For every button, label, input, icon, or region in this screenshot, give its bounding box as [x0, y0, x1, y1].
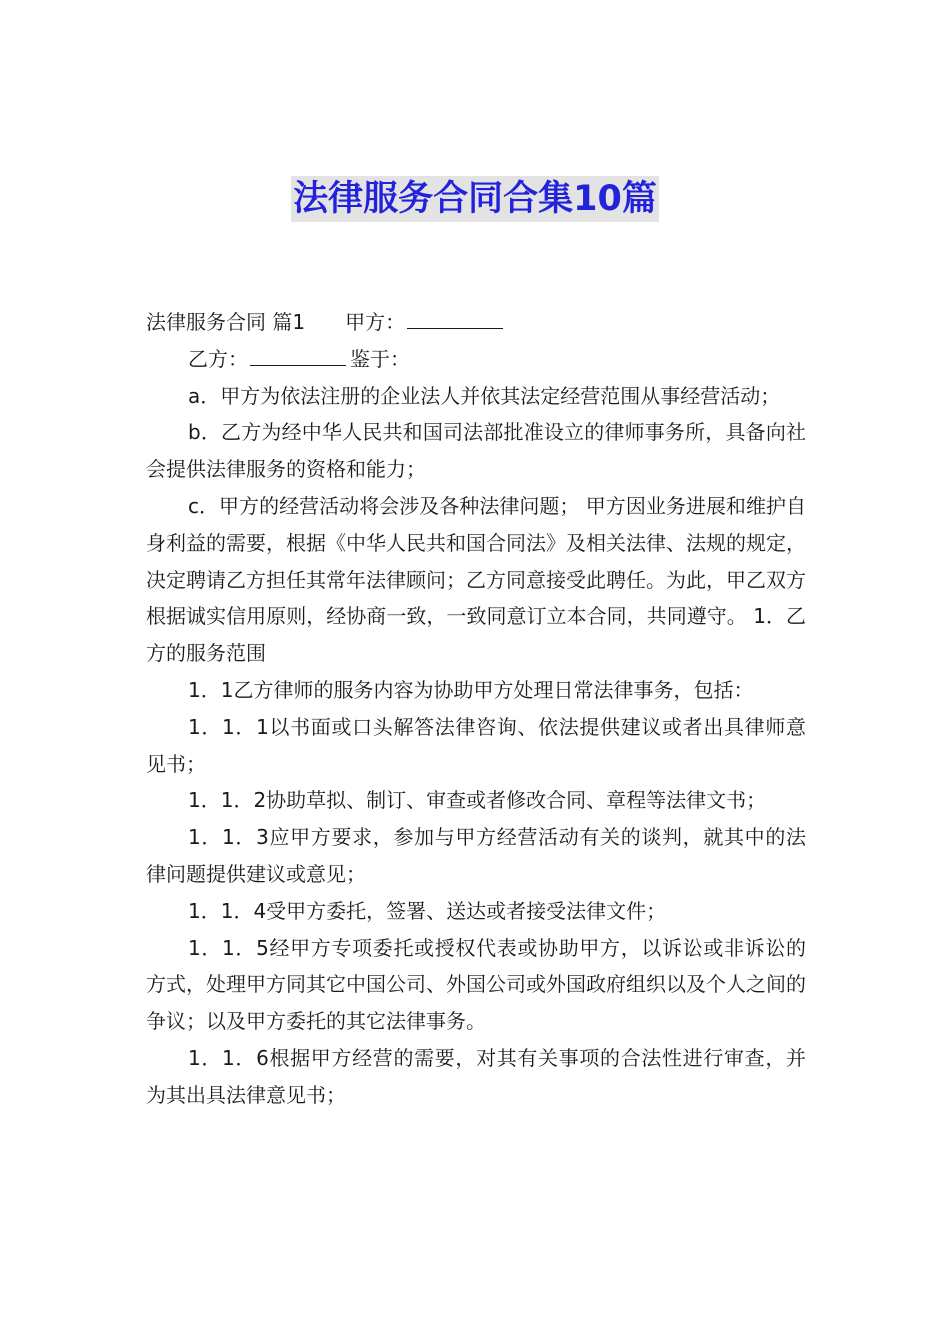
paragraph-heading-line [146, 304, 806, 341]
party-b-label: 乙方： [188, 346, 248, 371]
clause-1-1-2: 1．1．2协助草拟、制订、审查或者修改合同、章程等法律文书； [188, 788, 767, 813]
clause-1-1-5: 1．1．5经甲方专项委托或授权代表或协助甲方，以诉讼或非诉讼的方式，处理甲方同其它中国公司、外国公司或外国政府组织以及个人之间的争议；以及甲方委托的其它法律事务。 [146, 935, 806, 1034]
whereas-label: 鉴于： [350, 346, 410, 371]
party-b-blank-line [250, 347, 346, 366]
clause-1-1: 1．1乙方律师的服务内容为协助甲方处理日常法律事务，包括： [188, 677, 754, 702]
paragraph-b: b．乙方为经中华人民共和国司法部批准设立的律师事务所，具备向社会提供法律服务的资格和能力； [146, 420, 806, 482]
paragraph-a: a．甲方为依法注册的企业法人并依其法定经营范围从事经营活动； [188, 383, 781, 408]
party-a-label: 甲方： [345, 310, 406, 334]
title-container [0, 176, 950, 222]
section-heading: 法律服务合同 篇1 [146, 310, 306, 334]
document-title: 法律服务合同合集10篇 [291, 176, 659, 222]
document-body [146, 304, 806, 1114]
clause-1-1-3: 1．1．3应甲方要求，参加与甲方经营活动有关的谈判，就其中的法律问题提供建议或意见； [146, 825, 806, 886]
clause-1-1-4: 1．1．4受甲方委托，签署、送达或者接受法律文件； [188, 898, 667, 923]
paragraph-c: c．甲方的经营活动将会涉及各种法律问题； 甲方因业务进展和维护自身利益的需要，根据《中华人民共和国合同法》及相关法律、法规的规定，决定聘请乙方担任其常年法律顾问；乙方同意接受此聘任。为此，甲乙双方根据诚实信用原则，经协商一致，一致同意订立本合同，共同遵守。 1．乙方的服务范围 [146, 493, 806, 666]
clause-1-1-6: 1．1．6根据甲方经营的需要，对其有关事项的合法性进行审查，并为其出具法律意见书； [146, 1045, 806, 1107]
party-a-blank-line [407, 310, 503, 329]
paragraph-party-b [146, 341, 806, 378]
clause-1-1-1: 1．1．1以书面或口头解答法律咨询、依法提供建议或者出具律师意见书； [146, 714, 806, 776]
